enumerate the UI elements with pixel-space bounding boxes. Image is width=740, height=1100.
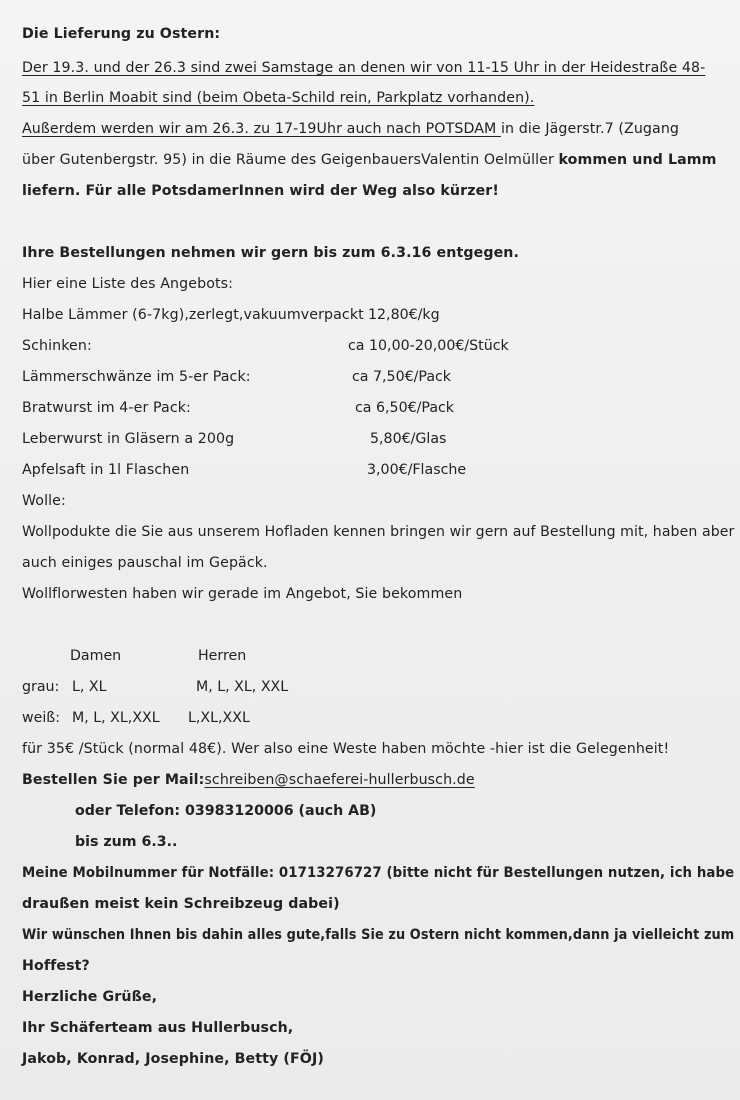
grey-label: grau: (22, 679, 60, 695)
offer-list-intro: Hier eine Liste des Angebots: (22, 276, 234, 292)
phone-line: oder Telefon: 03983120006 (auch AB) (75, 803, 377, 819)
offer-price: ca 10,00-20,00€/Stück (348, 338, 509, 354)
greeting: Herzliche Grüße, (22, 989, 158, 1005)
offer-item: Lämmerschwänze im 5-er Pack: (22, 369, 251, 385)
wool-label: Wolle: (22, 493, 66, 509)
grey-women-sizes: L, XL (72, 679, 107, 695)
team-signature: Ihr Schäferteam aus Hullerbusch, (22, 1020, 294, 1036)
wish-line-1: Wir wünschen Ihnen bis dahin alles gute,falls Sie zu Ostern nicht kommen,dann ja vielleicht zum (22, 927, 735, 943)
wool-text-1: Wollpodukte die Sie aus unserem Hofladen kennen bringen wir gern auf Bestellung mit, haben aber (22, 524, 735, 540)
offer-price: 12,80€/kg (368, 307, 440, 323)
mail-label: Bestellen Sie per Mail: (22, 772, 205, 788)
column-women: Damen (70, 648, 122, 664)
venue-text: über Gutenbergstr. 95) in die Räume des GeigenbauersValentin Oelmüller (22, 152, 559, 168)
email-link[interactable]: schreiben@schaeferei-hullerbusch.de (204, 772, 475, 788)
offer-item: Schinken: (22, 338, 92, 354)
delivery-line-4 (22, 150, 717, 170)
delivery-line-3 (22, 119, 679, 139)
offer-price: 3,00€/Flasche (367, 462, 467, 478)
white-women-sizes: M, L, XL,XXL (72, 710, 160, 726)
offer-item: Leberwurst in Gläsern a 200g (22, 431, 235, 447)
letter-heading: Die Lieferung zu Ostern: (22, 26, 221, 42)
offer-item: Bratwurst im 4-er Pack: (22, 400, 191, 416)
order-by-mail (22, 770, 475, 790)
potsdam-address-text: in die Jägerstr.7 (Zugang (500, 121, 680, 137)
mobile-line-2: draußen meist kein Schreibzeug dabei) (22, 896, 340, 912)
offer-item: Halbe Lämmer (6-7kg),zerlegt,vakuumverpackt (22, 307, 364, 323)
wish-line-2: Hoffest? (22, 958, 90, 974)
mobile-line-1: Meine Mobilnummer für Notfälle: 01713276727 (bitte nicht für Bestellungen nutzen, ich habe (22, 865, 735, 881)
offer-price: ca 6,50€/Pack (355, 400, 455, 416)
offer-item: Apfelsaft in 1l Flaschen (22, 462, 190, 478)
offer-price: 5,80€/Glas (370, 431, 447, 447)
wool-text-3: Wollflorwesten haben wir gerade im Angebot, Sie bekommen (22, 586, 463, 602)
potsdam-underlined-text: Außerdem werden wir am 26.3. zu 17-19Uhr auch nach POTSDAM (22, 121, 501, 137)
venue-text-bold: kommen und Lamm (558, 152, 717, 168)
grey-men-sizes: M, L, XL, XXL (196, 679, 289, 695)
delivery-line-5: liefern. Für alle PotsdamerInnen wird der Weg also kürzer! (22, 183, 499, 199)
order-deadline: bis zum 6.3.. (75, 834, 178, 850)
white-men-sizes: L,XL,XXL (188, 710, 250, 726)
orders-deadline: Ihre Bestellungen nehmen wir gern bis zum 6.3.16 entgegen. (22, 245, 519, 261)
white-label: weiß: (22, 710, 60, 726)
wool-text-2: auch einiges pauschal im Gepäck. (22, 555, 268, 571)
column-men: Herren (198, 648, 247, 664)
vest-price: für 35€ /Stück (normal 48€). Wer also eine Weste haben möchte -hier ist die Gelegenheit! (22, 741, 670, 757)
delivery-line-1: Der 19.3. und der 26.3 sind zwei Samstage an denen wir von 11-15 Uhr in der Heidestraße 48- (22, 60, 706, 76)
delivery-line-2: 51 in Berlin Moabit sind (beim Obeta-Schild rein, Parkplatz vorhanden). (22, 90, 535, 106)
team-names: Jakob, Konrad, Josephine, Betty (FÖJ) (22, 1051, 324, 1067)
offer-price: ca 7,50€/Pack (352, 369, 452, 385)
